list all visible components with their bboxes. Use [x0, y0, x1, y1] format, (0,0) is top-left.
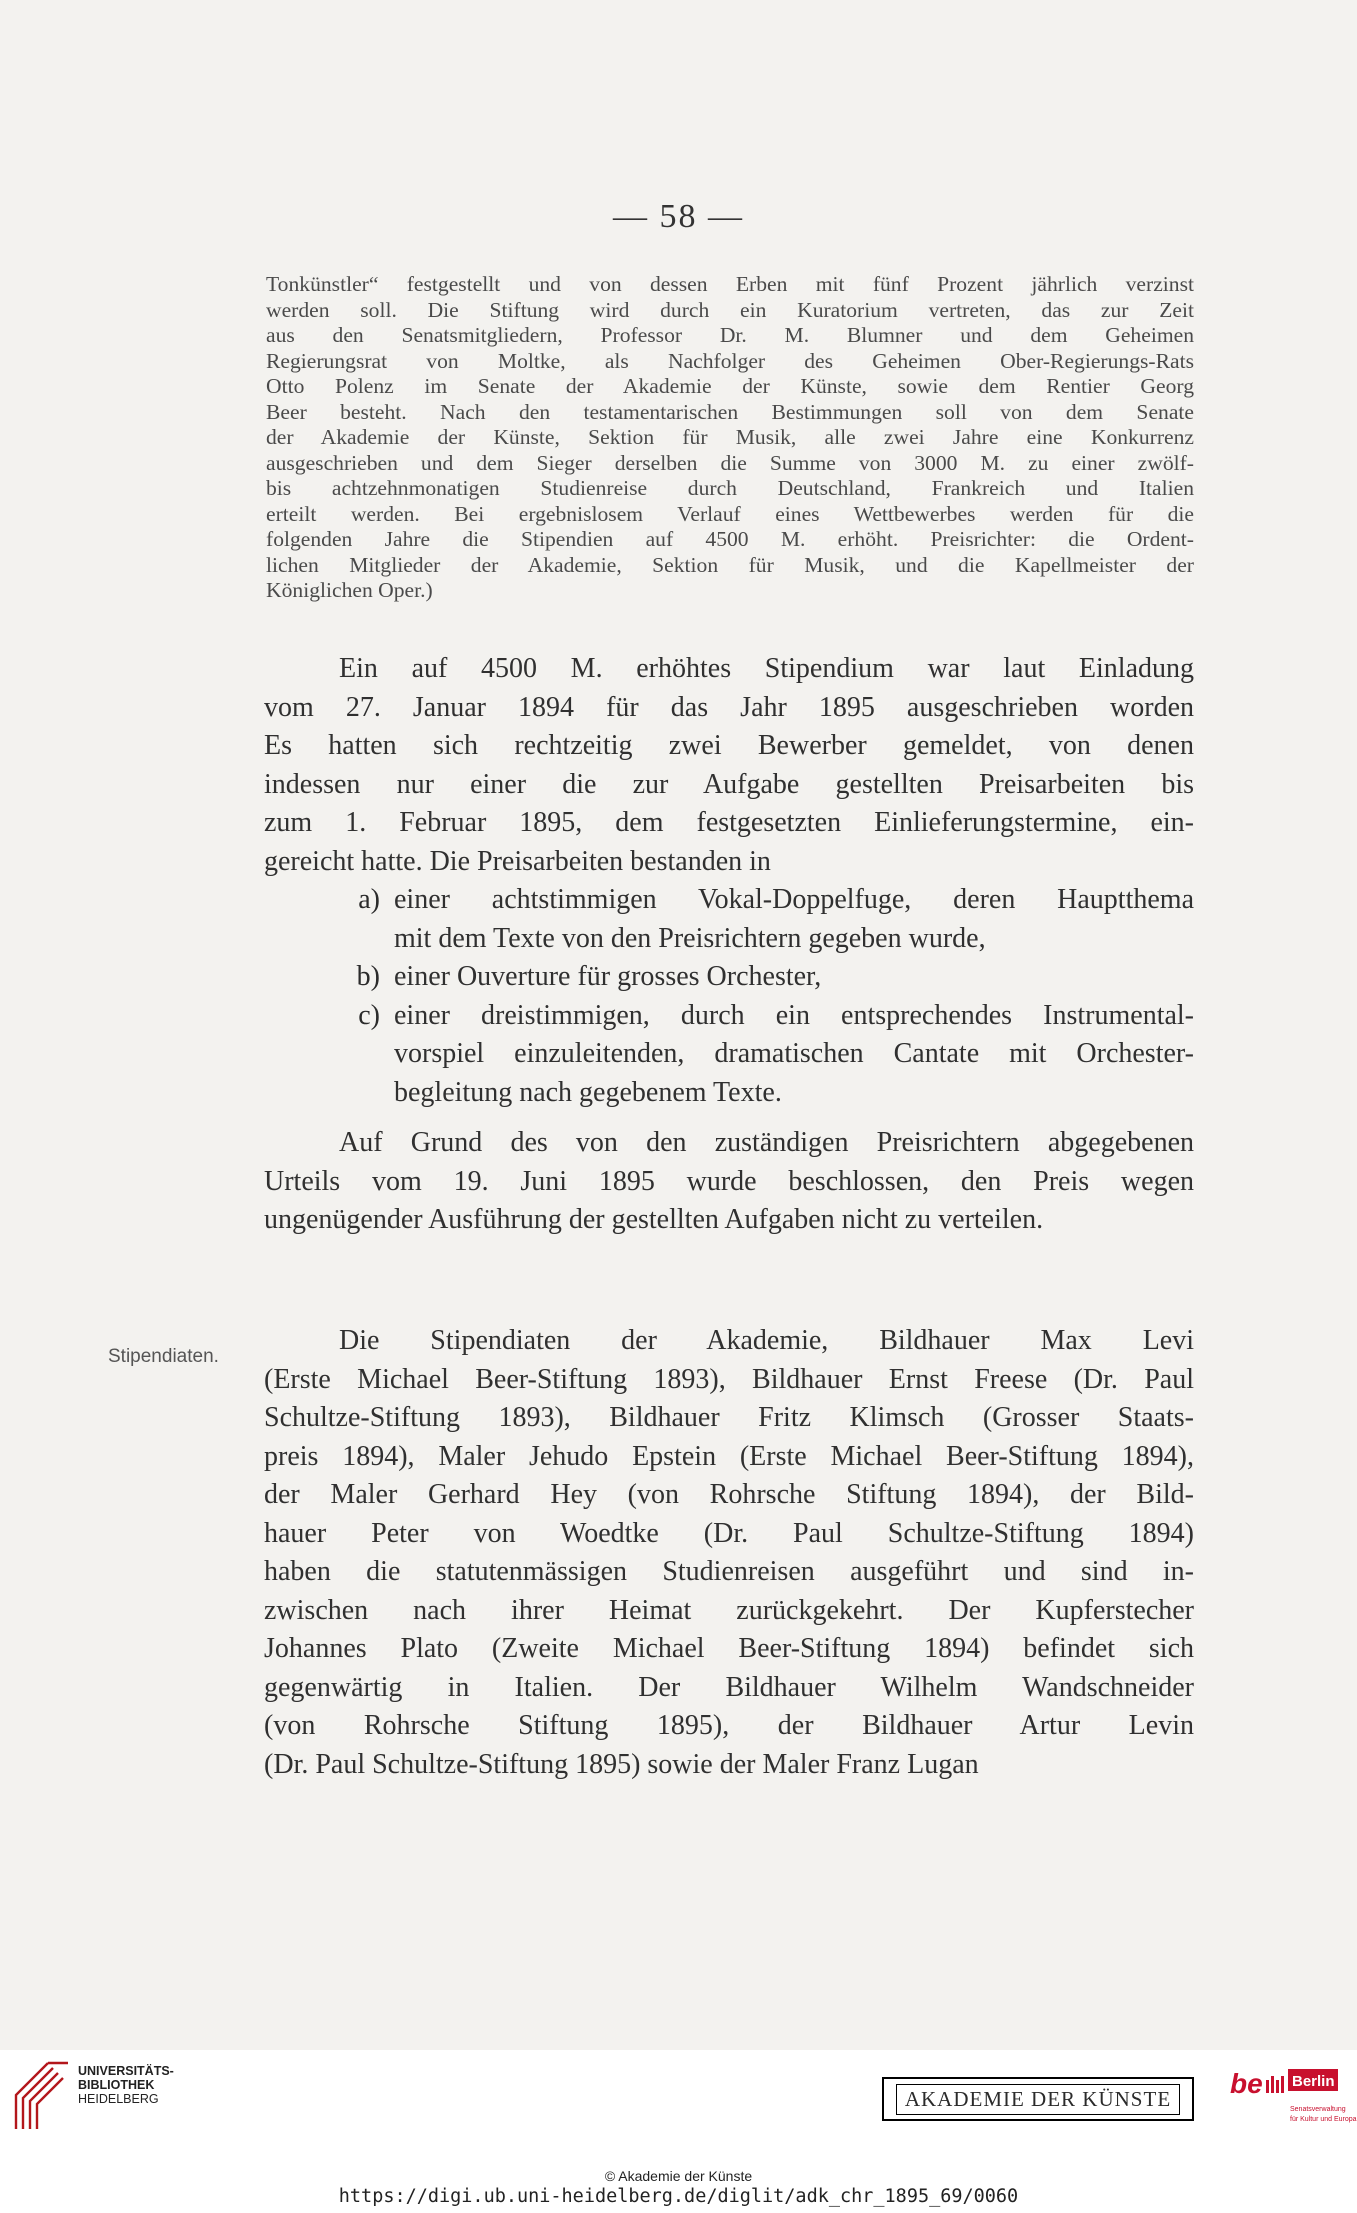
text-line: Johannes Plato (Zweite Michael Beer-Stiftung 1894) befindet sich	[264, 1633, 1194, 1664]
text-line: Es hatten sich rechtzeitig zwei Bewerber gemeldet, von denen	[264, 730, 1194, 761]
text-line: gereicht hatte. Die Preisarbeiten bestanden in	[264, 845, 771, 877]
footnote-line: Regierungsrat von Moltke, als Nachfolger des Geheimen Ober-Regierungs-Rats	[266, 348, 1194, 373]
list-item	[264, 881, 1194, 958]
footnote-line: Königlichen Oper.)	[266, 578, 433, 602]
footnote-line: folgenden Jahre die Stipendien auf 4500 M. erhöht. Preisrichter: die Ordent-	[266, 527, 1194, 551]
body-paragraph-3	[264, 1322, 1194, 1784]
text-line: Die Stipendiaten der Akademie, Bildhauer Max Levi	[339, 1325, 1194, 1356]
list-item-marker: a)	[358, 884, 380, 915]
footnote-line: ausgeschrieben und dem Sieger derselben die Summe von 3000 M. zu einer zwölf-	[266, 450, 1194, 475]
text-line: (Dr. Paul Schultze-Stiftung 1895) sowie der Maler Franz Lugan	[264, 1748, 979, 1780]
list-item	[264, 997, 1194, 1113]
text-line: preis 1894), Maler Jehudo Epstein (Erste Michael Beer-Stiftung 1894),	[264, 1440, 1194, 1472]
list-item-line: einer achtstimmigen Vokal-Doppelfuge, deren Hauptthema	[394, 884, 1194, 915]
footnote-line: Beer besteht. Nach den testamentarischen Bestimmungen soll von dem Senate	[266, 399, 1194, 424]
text-line: zwischen nach ihrer Heimat zurückgekehrt. Der Kupferstecher	[264, 1594, 1194, 1626]
margin-note: Stipendiaten.	[108, 1346, 219, 1367]
footnote-line: aus den Senatsmitgliedern, Professor Dr. M. Blumner und dem Geheimen	[266, 323, 1194, 347]
text-line: (von Rohrsche Stiftung 1895), der Bildhauer Artur Levin	[264, 1710, 1194, 1741]
list-item-line: einer Ouverture für grosses Orchester,	[394, 961, 822, 992]
text-line: haben die statutenmässigen Studienreisen ausgeführt und sind in-	[264, 1556, 1194, 1587]
text-line: (Erste Michael Beer-Stiftung 1893), Bildhauer Ernst Freese (Dr. Paul	[264, 1363, 1194, 1395]
footnote-paragraph	[266, 272, 1194, 604]
list-item-marker: c)	[358, 999, 380, 1031]
footnote-line: der Akademie der Künste, Sektion für Musik, alle zwei Jahre eine Konkurrenz	[266, 425, 1194, 449]
text-line: zum 1. Februar 1895, dem festgesetzten Einlieferungstermine, ein-	[264, 807, 1194, 838]
svg-text:be: be	[1230, 2068, 1263, 2099]
text-line: vom 27. Januar 1894 für das Jahr 1895 ausgeschrieben worden	[264, 691, 1194, 723]
body-paragraph-2	[264, 1124, 1194, 1240]
text-line: Auf Grund des von den zuständigen Preisrichtern abgegebenen	[339, 1127, 1194, 1158]
list-item	[264, 958, 1194, 997]
svg-text:Berlin: Berlin	[1292, 2073, 1335, 2090]
text-line: ungenügender Ausführung der gestellten Aufgaben nicht zu verteilen.	[264, 1204, 1044, 1235]
footnote-line: lichen Mitglieder der Akademie, Sektion für Musik, und die Kapellmeister der	[266, 552, 1194, 577]
text-line: gegenwärtig in Italien. Der Bildhauer Wilhelm Wandschneider	[264, 1671, 1194, 1703]
prize-items-list	[264, 881, 1194, 1112]
source-url-link[interactable]: https://digi.ub.uni-heidelberg.de/diglit/adk_chr_1895_69/0060	[338, 2186, 1019, 2207]
copyright-notice: © Akademie der Künste	[604, 2168, 753, 2184]
svg-text:für Kultur und Europa: für Kultur und Europa	[1290, 2116, 1357, 2123]
list-item-line: vorspiel einzuleitenden, dramatischen Cantate mit Orchester-	[394, 1038, 1194, 1069]
university-library-label: UNIVERSITÄTS- BIBLIOTHEK HEIDELBERG	[78, 2064, 174, 2106]
body-paragraph-1	[264, 650, 1194, 881]
text-line: der Maler Gerhard Hey (von Rohrsche Stiftung 1894), der Bild-	[264, 1479, 1194, 1510]
list-item-line: mit dem Texte von den Preisrichtern gegeben wurde,	[394, 922, 986, 954]
akademie-logo: AKADEMIE DER KÜNSTE	[882, 2077, 1194, 2121]
footnote-line: Otto Polenz im Senate der Akademie der Künste, sowie dem Rentier Georg	[266, 374, 1194, 398]
text-line: Ein auf 4500 M. erhöhtes Stipendium war laut Einladung	[339, 653, 1194, 684]
text-line: Urteils vom 19. Juni 1895 wurde beschlossen, den Preis wegen	[264, 1165, 1194, 1197]
list-item-marker: b)	[356, 961, 380, 992]
footnote-line: erteilt werden. Bei ergebnislosem Verlauf eines Wettbewerbes werden für die	[266, 501, 1194, 526]
footnote-line: werden soll. Die Stiftung wird durch ein Kuratorium vertreten, das zur Zeit	[266, 297, 1194, 322]
university-library-logo-icon	[12, 2059, 72, 2131]
text-line: indessen nur einer die zur Aufgabe gestellten Preisarbeiten bis	[264, 768, 1194, 800]
svg-text:Senatsverwaltung: Senatsverwaltung	[1290, 2106, 1346, 2113]
text-line: hauer Peter von Woedtke (Dr. Paul Schultze-Stiftung 1894)	[264, 1517, 1194, 1549]
list-item-line: begleitung nach gegebenem Texte.	[394, 1076, 782, 1108]
text-line: Schultze-Stiftung 1893), Bildhauer Fritz Klimsch (Grosser Staats-	[264, 1402, 1194, 1433]
footnote-line: Tonkünstler“ festgestellt und von dessen Erben mit fünf Prozent jährlich verzinst	[266, 272, 1194, 296]
list-item-line: einer dreistimmigen, durch ein entsprechendes Instrumental-	[394, 999, 1194, 1031]
footnote-line: bis achtzehnmonatigen Studienreise durch Deutschland, Frankreich und Italien	[266, 476, 1194, 500]
page-number: — 58 —	[613, 198, 744, 235]
berlin-senate-logo-icon	[1228, 2063, 1357, 2129]
